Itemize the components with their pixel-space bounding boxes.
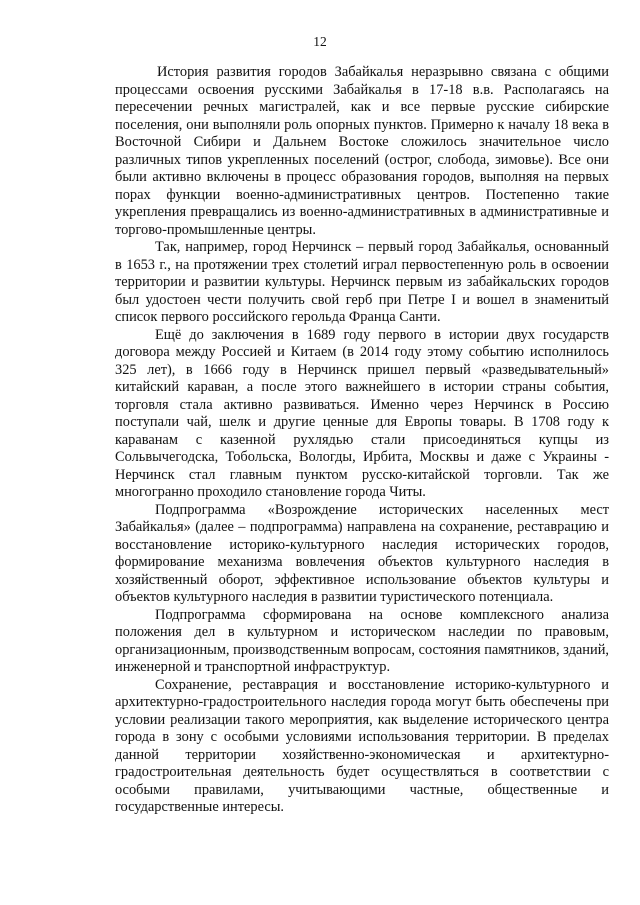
paragraph-trade-with-china: Ещё до заключения в 1689 году первого в истории двух государств договора между Россией и Китаем (в 2014 году этому событию исполнилось 325 лет), в 1666 году в Нерчинск пришел первый «разведывательный» китайский караван, а после этого важнейшего в истории страны события, торговля стала активно развиваться. Именно через Нерчинск в Россию поступали чай, шелк и другие ценные для Европы товары. В 1708 году к караванам с казенной рухлядью стали присоединяться купцы из Сольвычегодска, Тобольска, Вологды, Ирбита, Москвы и даже с Украины - Нерчинск стал главным пунктом русско-китайской торговли. Так же многогранно проходило становление города Читы. bbox=[115, 326, 609, 500]
paragraph-preservation-conditions: Сохранение, реставрация и восстановление историко-культурного и архитектурно-градостроительного наследия города могут быть обеспечены при условии реализации такого мероприятия, как выделение исторического центра города в зону с особыми условиями использования территории. В пределах данной территории хозяйственно-экономическая и архитектурно-градостроительная деятельность будет осуществляться в соответствии с особыми правилами, учитывающими частные, общественные и государственные интересы. bbox=[115, 676, 609, 815]
page-number: 12 bbox=[313, 34, 327, 49]
paragraph-history-of-cities: История развития городов Забайкалья неразрывно связана с общими процессами освоения русскими Забайкалья в 17-18 в.в. Располагаясь на пересечении речных магистралей, как и все первые русские сибирские поселения, они выполняли роль опорных пунктов. Примерно к началу 18 века в Восточной Сибири и Дальнем Востоке сложилось значительное число различных типов укрепленных поселений (острог, слобода, зимовье). Все они были активно включены в процесс образования городов, выполняя на первых порах функции военно-административных центров. Постепенно такие укрепления превращались из военно-административных в административные и торгово-промышленные центры. bbox=[115, 64, 609, 238]
paragraph-subprogram-purpose: Подпрограмма «Возрождение исторических населенных мест Забайкалья» (далее – подпрограмма) направлена на сохранение, реставрацию и восстановление историко-культурного наследия исторических городов, формирование механизма вовлечения объектов культурного наследия в хозяйственный оборот, эффективное использование объектов культуры и объектов культурного наследия в развитии туристического потенциала. bbox=[115, 501, 609, 605]
paragraph-nerchinsk: Так, например, город Нерчинск – первый город Забайкалья, основанный в 1653 г., на протяжении трех столетий играл первостепенную роль в освоении территории и развитии культуры. Нерчинск первым из забайкальских городов был удостоен чести получить свой герб при Петре I и вошел в знаменитый список первого российского герольда Франца Санти. bbox=[115, 239, 609, 325]
document-body bbox=[115, 64, 609, 817]
paragraph-subprogram-basis: Подпрограмма сформирована на основе комплексного анализа положения дел в культурном и историческом наследии по правовым, организационным, производственным вопросам, состояния памятников, зданий, инженерной и транспортной инфраструктур. bbox=[115, 606, 609, 675]
